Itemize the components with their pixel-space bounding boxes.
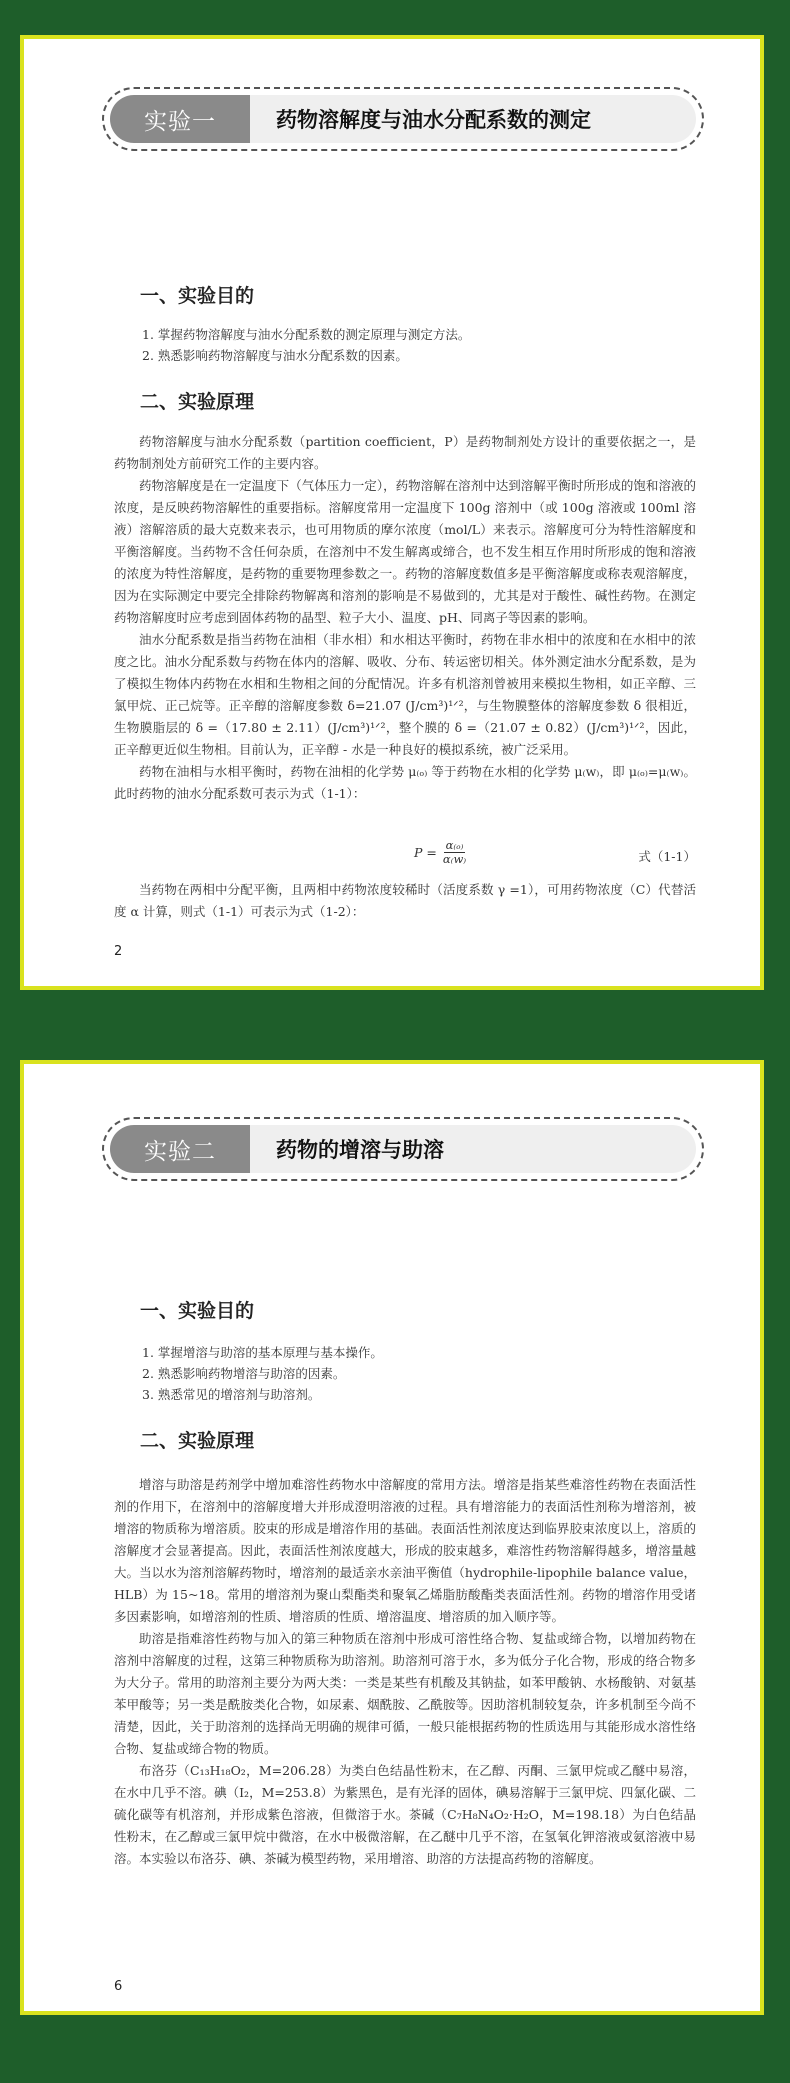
paragraph: 布洛芬（C₁₃H₁₈O₂，M=206.28）为类白色结晶性粉末，在乙醇、丙酮、三氯甲烷或乙醚中易溶，在水中几乎不溶。碘（I₂，M=253.8）为紫黑色，是有光泽的固体，碘易溶解于三氯甲烷、四氯化碳、二硫化碳等有机溶剂，并形成紫色溶液，但微溶于水。茶碱（C₇H₈N₄O₂·H₂O，M=198.18）为白色结晶性粉末，在乙醇或三氯甲烷中微溶，在水中极微溶解，在乙醚中几乎不溶，在氢氧化钾溶液或氨溶液中易溶。本实验以布洛芬、碘、茶碱为模型药物，采用增溶、助溶的方法提高药物的溶解度。 [114, 1763, 696, 1866]
experiment-banner [102, 87, 704, 151]
principle-text [114, 1474, 696, 1870]
paragraph: 药物在油相与水相平衡时，药物在油相的化学势 μ₍ₒ₎ 等于药物在水相的化学势 μ₍w₎，即 μ₍ₒ₎=μ₍w₎。此时药物的油水分配系数可表示为式（1-1）： [114, 764, 696, 801]
list-item: 3. 熟悉常见的增溶剂与助溶剂。 [142, 1387, 321, 1402]
experiment-banner [102, 1117, 704, 1181]
formula-fraction [443, 839, 466, 866]
formula-denominator: α₍w₎ [442, 852, 467, 866]
section-title-objectives: 一、实验目的 [140, 1300, 255, 1322]
experiment-title: 药物的增溶与助溶 [276, 1138, 444, 1162]
formula-1-1 [114, 839, 696, 869]
principle-text-continued [114, 879, 696, 923]
paragraph: 增溶与助溶是药剂学中增加难溶性药物水中溶解度的常用方法。增溶是指某些难溶性药物在表面活性剂的作用下，在溶剂中的溶解度增大并形成澄明溶液的过程。具有增溶能力的表面活性剂称为增溶剂，被增溶的物质称为增溶质。胶束的形成是增溶作用的基础。表面活性剂浓度达到临界胶束浓度以上，溶质的溶解度才会显著提高。因此，表面活性剂浓度越大，形成的胶束越多，难溶性药物溶解得越多，增溶量越大。当以水为溶剂溶解药物时，增溶剂的最适亲水亲油平衡值（hydrophile-lipophile balance value，HLB）为 15~18。常用的增溶剂为聚山梨酯类和聚氧乙烯脂肪酸酯类表面活性剂。药物的增溶作用受诸多因素影响，如增溶剂的性质、增溶质的性质、增溶温度、增溶质的加入顺序等。 [114, 1477, 696, 1624]
principle-text [114, 431, 696, 805]
list-item: 2. 熟悉影响药物增溶与助溶的因素。 [142, 1366, 346, 1381]
section-title-objectives: 一、实验目的 [140, 285, 255, 307]
experiment-title: 药物溶解度与油水分配系数的测定 [276, 108, 591, 132]
paragraph: 当药物在两相中分配平衡，且两相中药物浓度较稀时（活度系数 γ =1），可用药物浓度（C）代替活度 α 计算，则式（1-1）可表示为式（1-2）： [114, 882, 696, 919]
paragraph: 药物溶解度与油水分配系数（partition coefficient，P）是药物制剂处方设计的重要依据之一，是药物制剂处方前研究工作的主要内容。 [114, 434, 696, 471]
page-number: 6 [114, 1979, 123, 1994]
paragraph: 药物溶解度是在一定温度下（气体压力一定），药物溶解在溶剂中达到溶解平衡时所形成的饱和溶液的浓度，是反映药物溶解性的重要指标。溶解度常用一定温度下 100g 溶剂中（或 100g 溶液或 100ml 溶液）溶解溶质的最大克数来表示，也可用物质的摩尔浓度（mol/L）来表示。溶解度可分为特性溶解度和平衡溶解度。当药物不含任何杂质，在溶剂中不发生解离或缔合，也不发生相互作用时所形成的饱和溶液的浓度为特性溶解度，是药物的重要物理参数之一。药物的溶解度数值多是平衡溶解度或称表观溶解度，因为在实际测定中要完全排除药物解离和溶剂的影响是不易做到的，尤其是对于酸性、碱性药物。在测定药物溶解度时应考虑到固体药物的晶型、粒子大小、温度、pH、同离子等因素的影响。 [114, 478, 696, 625]
book-page-1 [20, 35, 764, 990]
book-page-2 [20, 1060, 764, 2015]
section-title-principle: 二、实验原理 [140, 391, 255, 413]
page-number: 2 [114, 944, 123, 959]
formula-numerator: α₍ₒ₎ [445, 838, 464, 852]
section-title-principle: 二、实验原理 [140, 1430, 255, 1452]
objectives-list [142, 324, 470, 366]
paragraph: 油水分配系数是指当药物在油相（非水相）和水相达平衡时，药物在非水相中的浓度和在水相中的浓度之比。油水分配系数与药物在体内的溶解、吸收、分布、转运密切相关。体外测定油水分配系数，是为了模拟生物体内药物在水相和生物相之间的分配情况。许多有机溶剂曾被用来模拟生物相，如正辛醇、三氯甲烷、正己烷等。正辛醇的溶解度参数 δ=21.07 (J/cm³)¹ᐟ²，与生物膜整体的溶解度参数 δ 很相近，生物膜脂层的 δ =（17.80 ± 2.11）(J/cm³)¹ᐟ²，整个膜的 δ =（21.07 ± 0.82）(J/cm³)¹ᐟ²，因此，正辛醇更近似生物相。目前认为，正辛醇 - 水是一种良好的模拟系统，被广泛采用。 [114, 632, 696, 757]
list-item: 1. 掌握增溶与助溶的基本原理与基本操作。 [142, 1345, 383, 1360]
objectives-list [142, 1342, 383, 1405]
list-item: 1. 掌握药物溶解度与油水分配系数的测定原理与测定方法。 [142, 327, 471, 342]
formula-tag: 式（1-1） [638, 849, 696, 864]
paragraph: 助溶是指难溶性药物与加入的第三种物质在溶剂中形成可溶性络合物、复盐或缔合物，以增加药物在溶剂中溶解度的过程，这第三种物质称为助溶剂。助溶剂可溶于水，多为低分子化合物，形成的络合物多为大分子。常用的助溶剂主要分为两大类：一类是某些有机酸及其钠盐，如苯甲酸钠、水杨酸钠、对氨基苯甲酸等；另一类是酰胺类化合物，如尿素、烟酰胺、乙酰胺等。因助溶机制较复杂，许多机制至今尚不清楚，因此，关于助溶剂的选择尚无明确的规律可循，一般只能根据药物的性质选用与其能形成水溶性络合物、复盐或缔合物的物质。 [114, 1631, 696, 1756]
experiment-number: 实验二 [110, 1125, 250, 1173]
list-item: 2. 熟悉影响药物溶解度与油水分配系数的因素。 [142, 348, 408, 363]
experiment-number: 实验一 [110, 95, 250, 143]
formula-lhs: P = [414, 845, 437, 860]
